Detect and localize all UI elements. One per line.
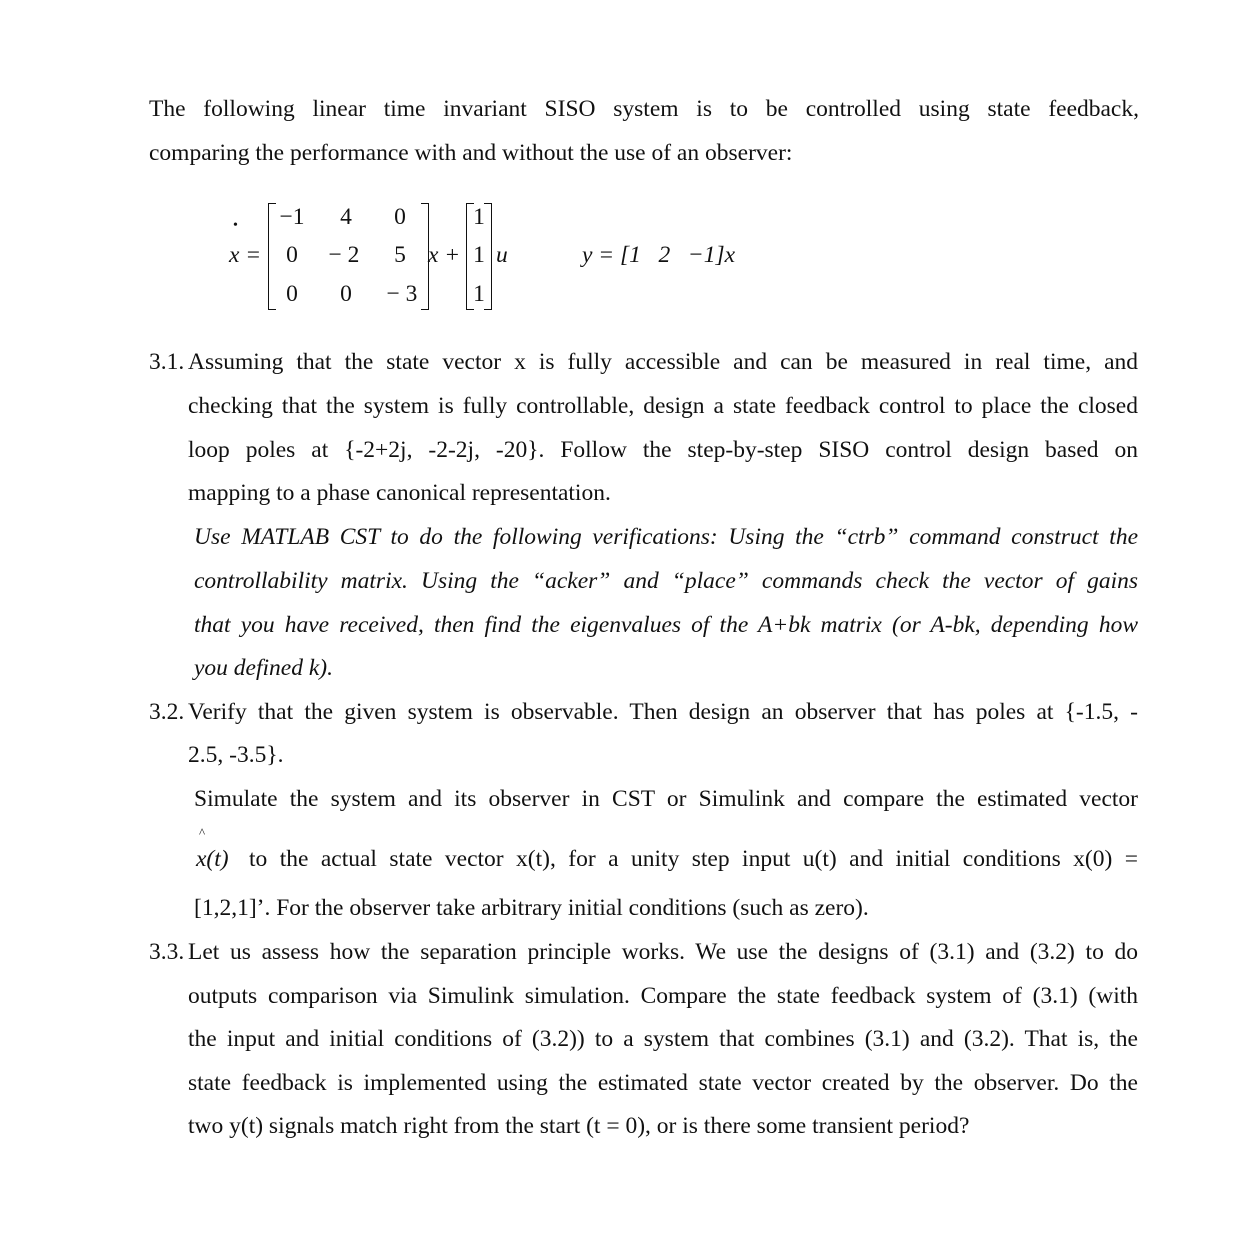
a-23: 5	[394, 242, 406, 268]
equation-lhs: x =	[229, 242, 262, 268]
s31-line-3: loop poles at {-2+2j, -2-2j, -20}. Follow the step-by-step SISO control design based on	[188, 437, 1138, 463]
s31-italic-4: you defined k).	[194, 655, 333, 681]
b-3: 1	[473, 281, 485, 307]
section-3-3-number: 3.3.	[149, 939, 185, 965]
a-21: 0	[286, 242, 298, 268]
s32-cont-line-1: to the actual state vector x(t), for a unity step input u(t) and initial conditions x(0) =	[249, 846, 1138, 872]
section-3-1-number: 3.1.	[149, 349, 185, 375]
s32-simulate-line: Simulate the system and its observer in CST or Simulink and compare the estimated vector	[194, 786, 1138, 812]
estimated-x-of-t: x(t)	[196, 846, 229, 872]
s31-italic-3: that you have received, then find the eigenvalues of the A+bk matrix (or A-bk, depending how	[194, 612, 1138, 638]
a-12: 4	[340, 204, 352, 230]
b-2: 1	[473, 242, 485, 268]
s33-line-5: two y(t) signals match right from the start (t = 0), or is there some transient period?	[188, 1113, 970, 1139]
s32-line-1: Verify that the given system is observable. Then design an observer that has poles at {-1.5, -	[188, 699, 1138, 725]
s31-line-1: Assuming that the state vector x is fully accessible and can be measured in real time, and	[188, 349, 1138, 375]
s31-line-4: mapping to a phase canonical representation.	[188, 480, 611, 506]
s31-italic-1: Use MATLAB CST to do the following verifications: Using the “ctrb” command construct the	[194, 524, 1138, 550]
a-11: −1	[279, 204, 305, 230]
s33-line-1: Let us assess how the separation principle works. We use the designs of (3.1) and (3.2) to do	[188, 939, 1138, 965]
intro-line-2: comparing the performance with and without the use of an observer:	[149, 140, 793, 166]
a-31: 0	[286, 281, 298, 307]
section-3-2-number: 3.2.	[149, 699, 185, 725]
s33-line-2: outputs comparison via Simulink simulation. Compare the state feedback system of (3.1) (with	[188, 983, 1138, 1009]
s33-line-3: the input and initial conditions of (3.2)) to a system that combines (3.1) and (3.2). That is, the	[188, 1026, 1138, 1052]
a-13: 0	[394, 204, 406, 230]
s33-line-4: state feedback is implemented using the estimated state vector created by the observer. Do the	[188, 1070, 1138, 1096]
equation-mid: x +	[428, 242, 461, 268]
b-1: 1	[473, 204, 485, 230]
s32-line-2: 2.5, -3.5}.	[188, 742, 284, 768]
a-32: 0	[340, 281, 352, 307]
hat-accent: ^	[199, 825, 206, 840]
derivative-dot: •	[233, 218, 238, 233]
output-equation: y = [1 2 −1]x	[582, 242, 736, 268]
s32-cont-line-2: [1,2,1]’. For the observer take arbitrary initial conditions (such as zero).	[194, 895, 869, 921]
intro-line-1: The following linear time invariant SISO system is to be controlled using state feedback,	[149, 96, 1139, 122]
input-u: u	[496, 242, 508, 268]
a-22: − 2	[328, 242, 360, 268]
s31-italic-2: controllability matrix. Using the “acker” and “place” commands check the vector of gains	[194, 568, 1138, 594]
s31-line-2: checking that the system is fully controllable, design a state feedback control to place the closed	[188, 393, 1138, 419]
a-33: − 3	[386, 281, 418, 307]
